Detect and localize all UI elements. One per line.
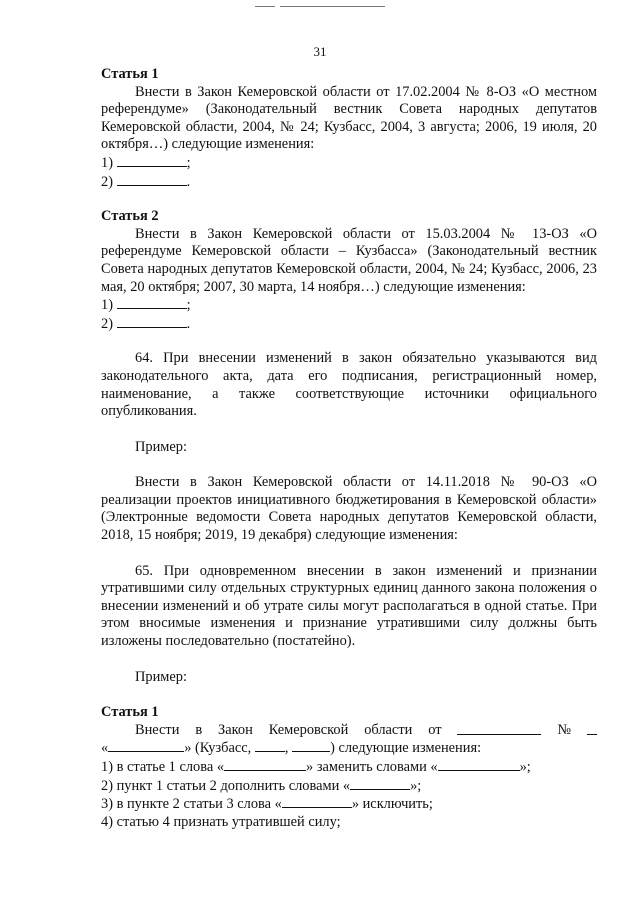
- header-rule-left: [255, 6, 275, 7]
- blank-field: [587, 722, 597, 735]
- example-article-item-1: 1) в статье 1 слова « » заменить словами « »;: [101, 759, 531, 775]
- example-article-heading: Статья 1: [101, 704, 159, 721]
- blank-field: [282, 795, 352, 808]
- blank-field: [255, 739, 285, 752]
- example-1-label: Пример:: [135, 438, 187, 455]
- example-article-item-2: 2) пункт 1 статьи 2 дополнить словами « »;: [101, 777, 422, 794]
- example-1-text: Внести в Закон Кемеровской области от 14.11.2018 № 90-ОЗ «О реализации проектов инициативного бюджетирования в Кемеровской области» (Электронные ведомости Совета народных депутатов Кемеровской области, 2018, 15 ноября; 2019, 19 декабря) следующие изменения:: [101, 474, 597, 544]
- paragraph-64: 64. При внесении изменений в закон обязательно указываются вид законодательного акта, дата его подписания, регистрационный номер, наименование, а также соответствующие источники официального опубликования.: [101, 350, 597, 420]
- article-1-item-2: 2) .: [101, 173, 191, 190]
- article-2-heading: Статья 2: [101, 208, 159, 225]
- article-2-text: Внести в Закон Кемеровской области от 15.03.2004 № 13-ОЗ «О референдуме Кемеровской области – Кузбасса» (Законодательный вестник Совета народных депутатов Кемеровской области, 2004, № 24; Кузбасс, 2006, 23 мая, 20 октября; 2007, 30 марта, 14 ноября…) следующие изменения:: [101, 225, 597, 295]
- blank-field: [117, 173, 187, 186]
- blank-field: [117, 315, 187, 328]
- example-article-item-3: 3) в пункте 2 статьи 3 слова « » исключить;: [101, 796, 433, 813]
- blank-field: [108, 739, 184, 752]
- example-article-line-2: « » (Кузбасс, , ) следующие изменения:: [101, 740, 482, 757]
- article-1-heading: Статья 1: [101, 66, 159, 82]
- example-article-item-4: 4) статью 4 признать утратившей силу;: [101, 813, 341, 830]
- blank-field: [224, 758, 306, 771]
- blank-field: [292, 739, 330, 752]
- blank-field: [117, 296, 187, 309]
- example-2-label: Пример:: [135, 668, 187, 685]
- blank-field: [350, 777, 410, 790]
- paragraph-65: 65. При одновременном внесении в закон изменений и признании утратившими силу отдельных структурных единиц данного закона положения о внесении изменений и об утрате силы могут располагаться в одной статье. При этом вносимые изменения и признание утратившими силу должны быть изложены последовательно (постатейно).: [101, 562, 597, 650]
- example-article-line-1: Внести в Закон Кемеровской области от №: [101, 722, 597, 740]
- page-number: 31: [313, 44, 327, 59]
- article-2-item-1: 1) ;: [101, 297, 191, 314]
- blank-field: [117, 154, 187, 167]
- article-1-item-1: 1) ;: [101, 154, 191, 171]
- blank-field: [457, 722, 541, 735]
- article-2-item-2: 2) .: [101, 315, 191, 332]
- header-rule-right: [280, 6, 385, 7]
- article-1-text: Внести в Закон Кемеровской области от 17.02.2004 № 8-ОЗ «О местном референдуме» (Законодательный вестник Совета народных депутатов Кемеровской области, 2004, № 24; Кузбасс, 2004, 3 августа; 2006, 19 июля, 20 октября…) следующие изменения:: [101, 83, 597, 153]
- blank-field: [438, 758, 520, 771]
- document-body: [101, 66, 597, 831]
